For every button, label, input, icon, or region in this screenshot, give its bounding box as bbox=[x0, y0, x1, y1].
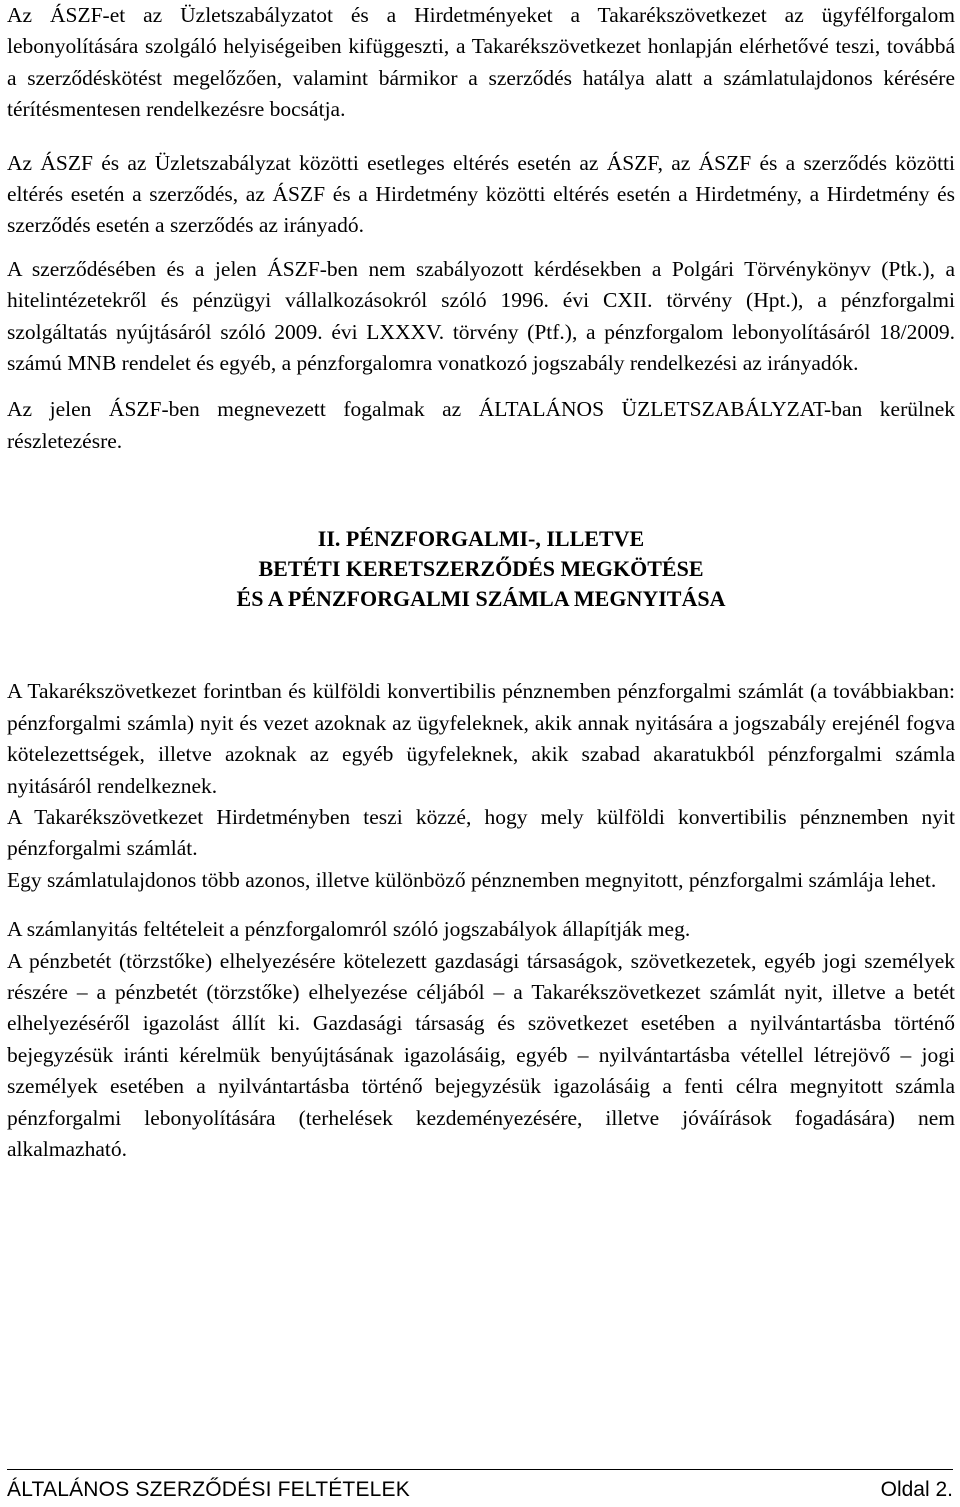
paragraph-precedence: Az ÁSZF és az Üzletszabályzat közötti esetleges eltérés esetén az ÁSZF, az ÁSZF és a szerződés közötti eltérés esetén a szerződés, az ÁSZF és a Hirdetmény közötti eltérés esetén a Hirdetmény, a Hirdetmény és szerződés esetén a szerződés az irányadó. bbox=[7, 150, 955, 238]
section-heading-line-3: ÉS A PÉNZFORGALMI SZÁMLA MEGNYITÁSA bbox=[236, 586, 726, 612]
paragraph-capital-deposit: A pénzbetét (törzstőke) elhelyezésére kötelezett gazdasági társaságok, szövetkezetek, egyéb jogi személyek részére – a pénzbetét (törzstőke) elhelyezése céljából – a Takarékszövetkezet számlát nyit, illetve a betét elhelyezéséről igazolást állít ki. Gazdasági társaság és szövetkezet esetében a nyilvántartásba történő bejegyzésük iránti kérelmük benyújtásának igazolásáig, egyéb – nyilvántartásba vétellel létrejövő – jogi személyek esetében a nyilvántartásba történő bejegyzésük igazolásáig a fenti célra megnyitott számla pénzforgalmi lebonyolítására (terhelések kezdeményezésére, illetve jóváírások fogadására) nem alkalmazható. bbox=[7, 948, 955, 1161]
paragraph-multiple-accounts: Egy számlatulajdonos több azonos, illetve különböző pénznemben megnyitott, pénzforgalmi számlája lehet. bbox=[7, 867, 937, 892]
paragraph-conditions: A számlanyitás feltételeit a pénzforgalomról szóló jogszabályok állapítják meg. bbox=[7, 917, 691, 942]
page-footer bbox=[7, 1469, 953, 1506]
section-heading bbox=[7, 524, 955, 614]
paragraph-ghost: Az ÁSZF-et az Üzletszabályzatot és a Hirdetményeket a Takarékszövetkezet az ügyfélforgalom lebonyolítására szolgáló helyiségeiben kifüggeszti, a Takarékszövetkezet honlapján elérhetővé teszi, továbbá a szerződéskötést megelőzően, valamint bármikor a szerződés hatálya alatt a számlatulajdonos kérésére térítésmentesen rendelkezésre bocsátja. bbox=[7, 3, 955, 122]
footer-title: ÁLTALÁNOS SZERZŐDÉSI FELTÉTELEK bbox=[7, 1478, 410, 1501]
paragraph-currency-notice: A Takarékszövetkezet Hirdetményben teszi közzé, hogy mely külföldi konvertibilis pénznemben nyit pénzforgalmi számlát. bbox=[7, 804, 955, 861]
section-heading-line-1: II. PÉNZFORGALMI-, ILLETVE bbox=[317, 526, 645, 552]
footer-page-number: Oldal 2. bbox=[880, 1478, 953, 1501]
section-heading-line-2: BETÉTI KERETSZERZŐDÉS MEGKÖTÉSE bbox=[258, 556, 704, 582]
paragraph-definitions: Az jelen ÁSZF-ben megnevezett fogalmak az ÁLTALÁNOS ÜZLETSZABÁLYZAT-ban kerülnek részletezésre. bbox=[7, 397, 955, 453]
paragraph-applicable-law: A szerződésében és a jelen ÁSZF-ben nem szabályozott kérdésekben a Polgári Törvénykönyv (Ptk.), a hitelintézetekről és pénzügyi vállalkozásokról szóló 1996. évi CXII. törvény (Hpt.), a pénzforgalmi szolgáltatás nyújtásáról szóló 2009. évi LXXXV. törvény (Ptf.), a pénzforgalom lebonyolításáról 18/2009. számú MNB rendelet és egyéb, a pénzforgalomra vonatkozó jogszabály rendelkezési az irányadók. bbox=[7, 256, 955, 376]
paragraph-account-opening: A Takarékszövetkezet forintban és külföldi konvertibilis pénznemben pénzforgalmi számlát (a továbbiakban: pénzforgalmi számla) nyit és vezet azoknak az ügyfeleknek, akik annak nyitására a jogszabály erejénél fogva kötelezettségek, illetve azoknak az egyéb ügyfeleknek, akik szabad akaratukból pénzforgalmi számla nyitásáról rendelkeznek. bbox=[7, 679, 955, 798]
document-page bbox=[7, 0, 955, 1165]
